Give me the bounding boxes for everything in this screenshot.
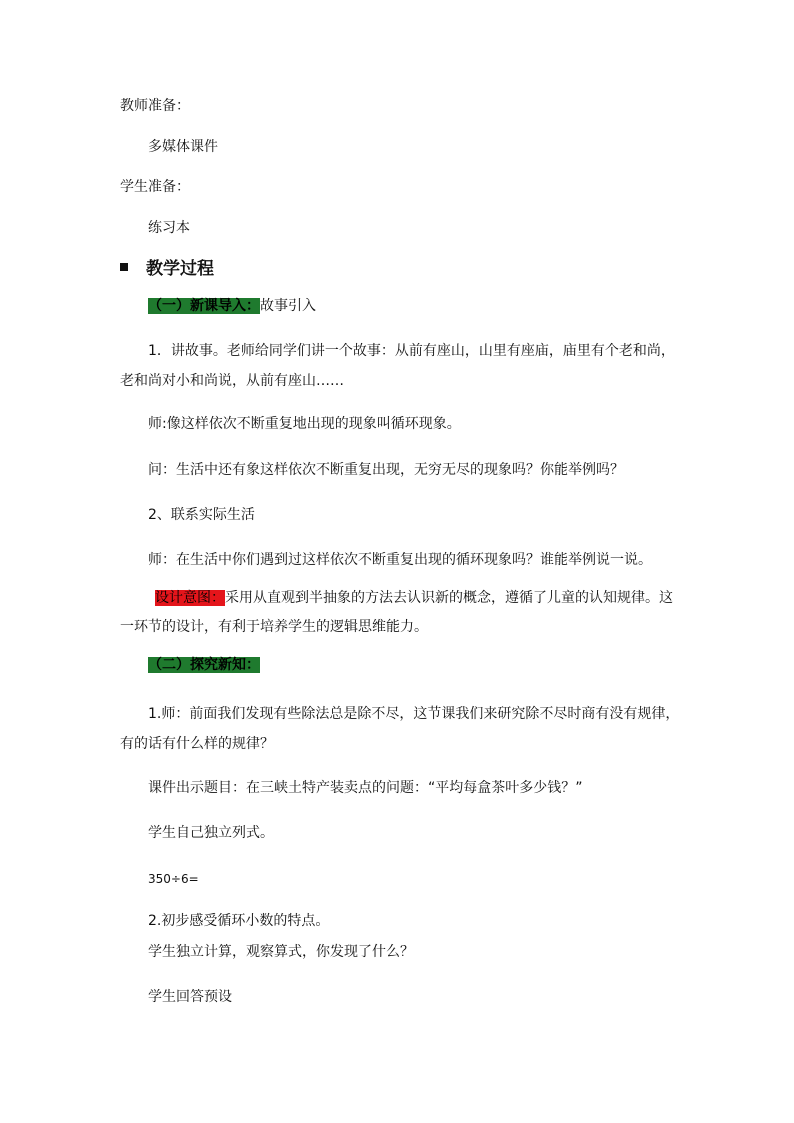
section2-p1-line1: 1.师：前面我们发现有些除法总是除不尽，这节课我们来研究除不尽时商有没有规律， xyxy=(148,706,680,722)
section1-header xyxy=(148,296,316,316)
section1-title: 故事引入 xyxy=(260,298,316,314)
section2-p3: 学生自己独立列式。 xyxy=(148,825,274,841)
section1-tag: （一）新课导入： xyxy=(148,298,260,314)
section2-p7: 学生回答预设 xyxy=(148,989,232,1005)
square-bullet-icon xyxy=(120,263,128,271)
process-heading xyxy=(120,259,214,279)
section2-p4: 350÷6= xyxy=(148,872,199,886)
section2-tag: （二）探究新知： xyxy=(148,657,260,673)
section2-p1-line2: 有的话有什么样的规律？ xyxy=(120,736,274,752)
section2-p6: 学生独立计算，观察算式，你发现了什么？ xyxy=(148,944,414,960)
section1-p4: 2、联系实际生活 xyxy=(148,507,255,523)
section1-p3: 问：生活中还有象这样依次不断重复出现，无穷无尽的现象吗？你能举例吗？ xyxy=(148,462,624,478)
process-heading-text: 教学过程 xyxy=(146,259,214,279)
student-prep-label: 学生准备： xyxy=(120,179,190,195)
section1-p5: 师：在生活中你们遇到过这样依次不断重复出现的循环现象吗？谁能举例说一说。 xyxy=(148,552,652,568)
design-intent-line2: 一环节的设计，有利于培养学生的逻辑思维能力。 xyxy=(120,619,428,635)
section1-p2: 师:像这样依次不断重复地出现的现象叫循环现象。 xyxy=(148,416,461,432)
design-intent-line1 xyxy=(155,588,673,608)
section1-p1-line1: 1．讲故事。老师给同学们讲一个故事：从前有座山，山里有座庙，庙里有个老和尚， xyxy=(148,343,675,359)
design-intent-tag: 设计意图： xyxy=(155,590,225,606)
teacher-prep-label: 教师准备： xyxy=(120,98,190,114)
section1-p1-line2: 老和尚对小和尚说，从前有座山…… xyxy=(120,373,344,389)
section2-p5: 2.初步感受循环小数的特点。 xyxy=(148,913,330,929)
section2-header xyxy=(148,655,260,675)
design-intent-text: 采用从直观到半抽象的方法去认识新的概念，遵循了儿童的认知规律。这 xyxy=(225,590,673,606)
section2-p2: 课件出示题目：在三峡土特产装卖点的问题：“平均每盒茶叶多少钱？” xyxy=(148,780,583,796)
student-prep-item: 练习本 xyxy=(148,220,190,236)
teacher-prep-item: 多媒体课件 xyxy=(148,139,218,155)
